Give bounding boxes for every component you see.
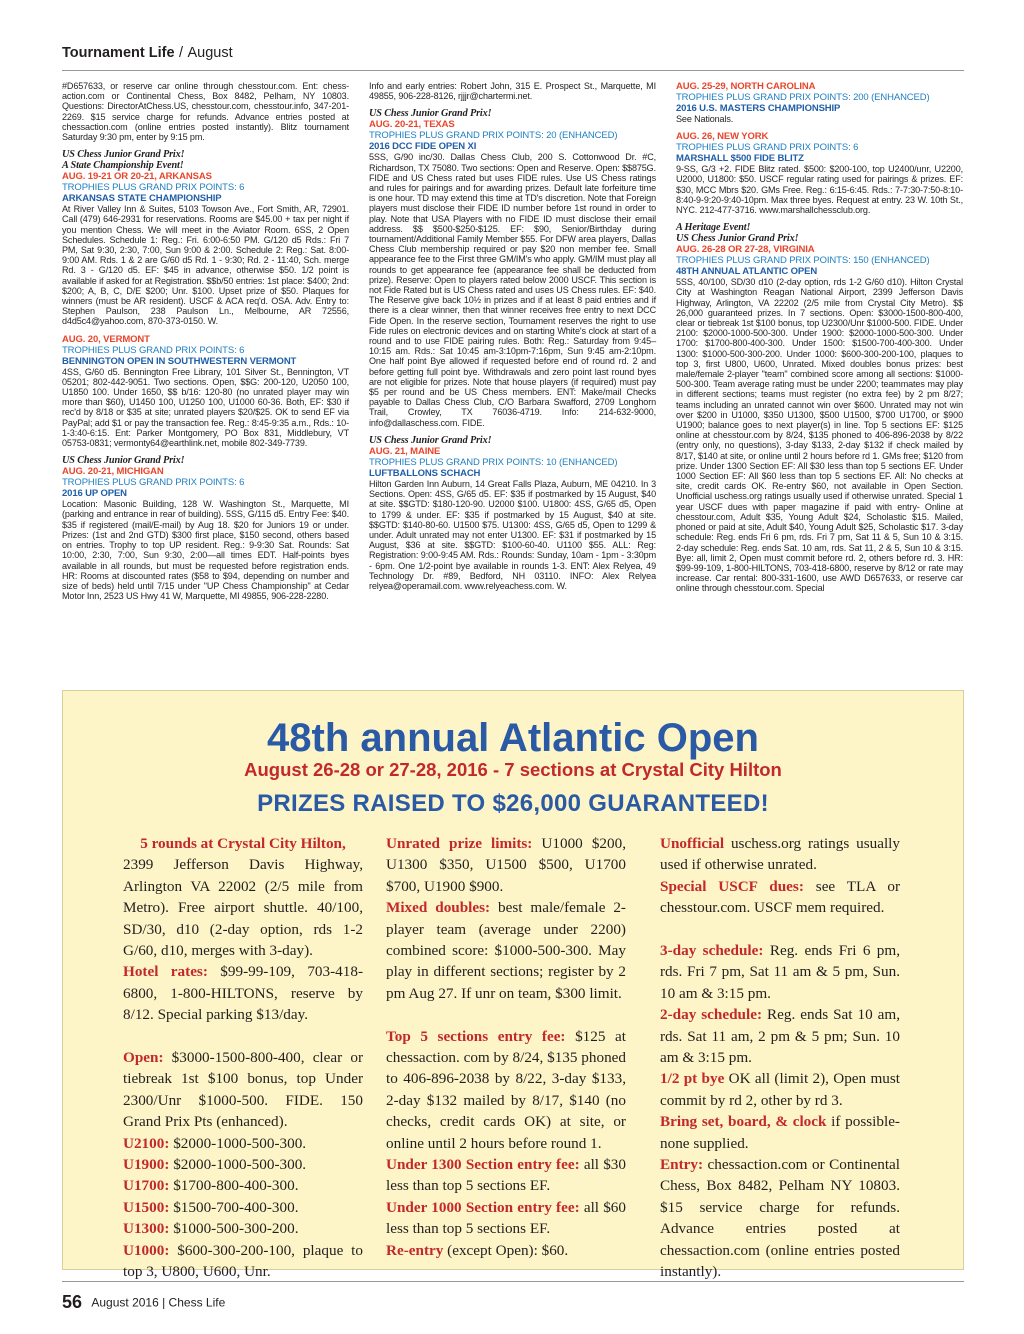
event-points: TROPHIES PLUS GRAND PRIX POINTS: 6 <box>62 344 245 356</box>
event-date: AUG. 26, NEW YORK <box>676 131 769 143</box>
event-date: AUG. 19-21 OR 20-21, ARKANSAS <box>62 171 212 183</box>
ad-column-2 <box>386 833 626 1261</box>
ad-label: U2100: <box>123 1134 170 1152</box>
ad-text: all $60 less than top 5 sections EF. <box>386 1198 626 1238</box>
ad-label: Under 1000 Section entry fee: <box>386 1198 580 1216</box>
header-divider <box>62 70 964 71</box>
ad-text: best male/female 2-player team (average under 2200) combined score: $1000-500-300. May play in different sections; register by 2 pm Aug 27. If unr on team, $300 limit. <box>386 899 626 1002</box>
event-points: TROPHIES PLUS GRAND PRIX POINTS: 150 (ENHANCED) <box>676 255 930 267</box>
ad-text: $600-300-200-100, plaque to top 3, U800, U600, Unr. <box>123 1241 363 1281</box>
ad-u1700-prizes <box>123 1175 363 1196</box>
event-date: AUG. 26-28 OR 27-28, VIRGINIA <box>676 244 815 256</box>
event-name: ARKANSAS STATE CHAMPIONSHIP <box>62 193 222 205</box>
event-points: TROPHIES PLUS GRAND PRIX POINTS: 10 (ENHANCED) <box>369 456 618 468</box>
ad-mixed-doubles <box>386 897 626 1004</box>
event-tag: US Chess Junior Grand Prix! <box>369 434 492 446</box>
ad-label: U1000: <box>123 1241 170 1259</box>
atlantic-open-ad <box>62 690 964 1281</box>
ad-2day-schedule <box>660 1004 900 1068</box>
ad-text: all $30 less than top 5 sections EF. <box>386 1156 626 1195</box>
ad-text: $1700-800-400-300. <box>169 1177 299 1195</box>
ad-unrated-limits <box>386 833 626 897</box>
event-points: TROPHIES PLUS GRAND PRIX POINTS: 6 <box>62 477 245 489</box>
ad-reentry <box>386 1240 626 1261</box>
event-points: TROPHIES PLUS GRAND PRIX POINTS: 6 <box>676 142 859 154</box>
ad-venue-text: 2399 Jefferson Davis Highway, Arlington VA 22002 (2/5 mile from Metro). Free airport shuttle. 40/100, SD/30, d10 (2-day option, rds 1-2 G/60, d10, merges with 3-day). <box>123 856 363 960</box>
ad-entry-info <box>660 1154 900 1282</box>
section-title: Tournament Life <box>62 45 175 61</box>
ad-u1900-prizes <box>123 1154 363 1175</box>
event-details: 9-SS, G/3 +2. FIDE Blitz rated. $500: $200-100, top U2400/unr, U2200, U2000, U1800: $50. USCF regular rating used for pairings & prizes. EF: $30, MCC Mbrs $20. GMs Free. Reg.: 6:15-6:45. Rds.: 7-7:30-7:50-8:10-8:40-9-9:20-9:40-10pm. Max three byes. Request at entry. 23 W. 10th St., NYC. 212-477-3716. www.marshallchessclub.org. <box>676 164 963 216</box>
ad-title: 48th annual Atlantic Open <box>267 716 759 760</box>
event-points: TROPHIES PLUS GRAND PRIX POINTS: 6 <box>62 182 245 194</box>
page-footer <box>62 1292 225 1316</box>
column-1 <box>62 81 349 601</box>
ad-unofficial-ratings <box>660 833 900 876</box>
event-name: BENNINGTON OPEN IN SOUTHWESTERN VERMONT <box>62 355 297 367</box>
ad-3day-schedule <box>660 940 900 1004</box>
ad-text: if possible- none supplied. <box>660 1113 900 1152</box>
ad-text: $3000-1500-800-400, clear or tiebreak 1st $100 bonus, top Under 2300/Unr $1000-500. FIDE. 150 Grand Prix Pts (enhanced). <box>123 1049 363 1131</box>
ad-label: Mixed doubles: <box>386 899 491 917</box>
event-details: 4SS, G/60 d5. Bennington Free Library, 101 Silver St., Bennington, VT 05201; 802-442-9051. Two sections. Open, $$G: 200-120, U2050 100, U1850 100. Under 1650, $$ b/16: 120-80 (no unrated player may win more than $60), U1450 100, U1250 100, U1000 60-36. Both, EF: $30 if rec'd by 8/18 or $35 at site; unrated players $20/$25. OK to send EF via PayPal; add $1 or pay the transaction fee. Reg.: 8:45-9:35 a.m., Rds.: 10-1-3:40-6:15. Ent: Parker Montgomery, PO Box 831, Middlebury, VT 05753-0831; vermonty64@earthlink.net, mobile 802-349-7739. <box>62 366 349 449</box>
event-tag: A State Championship Event! <box>62 160 184 172</box>
ad-text: $2000-1000-500-300. <box>169 1156 307 1174</box>
event-tag: US Chess Junior Grand Prix! <box>676 233 799 245</box>
event-name: 2016 DCC FIDE OPEN XI <box>369 141 477 153</box>
ad-venue-heading: 5 rounds at Crystal City Hilton, <box>140 835 346 852</box>
listing-continuation: Info and early entries: Robert John, 315 E. Prospect St., Marquette, MI 49855, 906-228-8126, rjjjr@chartermi.net. <box>369 81 656 102</box>
event-tag: US Chess Junior Grand Prix! <box>62 149 185 161</box>
event-name: MARSHALL $500 FIDE BLITZ <box>676 153 804 165</box>
column-2 <box>369 81 656 591</box>
page-number: 56 <box>62 1292 83 1312</box>
ad-u1300-fee <box>386 1154 626 1197</box>
ad-u1000-prizes <box>123 1240 363 1283</box>
ad-label: U1700: <box>123 1177 170 1195</box>
ad-label: Top 5 sections entry fee: <box>386 1027 566 1045</box>
ad-u1300-prizes <box>123 1218 363 1239</box>
ad-label: 1/2 pt bye <box>660 1070 725 1088</box>
event-points: TROPHIES PLUS GRAND PRIX POINTS: 200 (ENHANCED) <box>676 92 930 103</box>
event-details: At River Valley Inn & Suites, 5103 Towson Ave., Fort Smith, AR, 72901. Call (479) 646-2931 for reservations. Rooms are $45.00 + tax per night if you mention Chess. We will meet in the Aviator Room. 6SS, 2 Open Schedules. Schedule 1: Reg.: Fri. 6:00-6:50 PM. G/120 d5 Rds.: Fri 7 PM, Sat 9:30, 2:30, 7:00, Sun 9:00 & 2:00. Schedule 2: Reg.: Sat. 8:00-9:00 AM. Rds. 1 & 2 are G/60 d5 Rd. 1 - 9:30; Rd. 2 - 11:40, Sch. merge Rd. 3 - G/120 d5. EF: $45 in advance, otherwise $50. 1/2 point is available if asked for at Registration. $$b/50 entries: 1st place: $400; 2nd: $200; A, B, C, D/E $200; Unr. $100. Upset prize of $50. Plaques for winners (must be AR resident). USCF & ACA req'd. OSA. Adv. Entry to: Stephen Paulson, 238 Paulson Ln., Melbourne, AR 72556, d4d5c4@yahoo.com, 870-373-0150. W. <box>62 204 349 327</box>
ad-text: chessaction.com or Continental Chess, Box 8482, Pelham NY 10803. $15 service charge for refunds. Advance entries posted at chessaction.com (online entries posted instantly). <box>660 1156 900 1281</box>
ad-label: U1500: <box>123 1198 170 1216</box>
column-3 <box>676 81 963 594</box>
event-name: 2016 U.S. MASTERS CHAMPIONSHIP <box>676 103 841 114</box>
ad-label: U1300: <box>123 1220 170 1238</box>
ad-label: 2-day schedule: <box>660 1006 763 1024</box>
ad-text: (except Open): $60. <box>443 1241 569 1259</box>
event-details: Hilton Garden Inn Auburn, 14 Great Falls Plaza, Auburn, ME 04210. In 3 Sections. Open: 4SS, G/65 d5. EF: $35 if postmarked by 15 August, $40 at site. $$GTD: $180-120-90. U2000 $100. U1800: 4SS, G/65 d5, Open to 1799 & under. EF: $35 if postmarked by 15 August, $40 at site. $$GTD: $140-80-60. U1500 $75. U1300: 4SS, G/65 d5, Open to 1299 & under. Adult unrated may not enter U1300. EF: $31 if postmarked by 15 August, $36 at site. $$GTD: $100-60-40. U1100 $55. ALL: Reg: Registration: 9:00-9:45 AM. Rds.: Rounds: Sunday, 10am - 1pm - 3:30pm - 6pm. One 1/2-point bye available in rounds 1-3. ENT: Alex Relyea, 49 Technology Dr. #89, Bedford, NH 03110. INFO: Alex Relyea relyea@operamail.com. www.relyeachess.com. W. <box>369 478 656 591</box>
ad-uscf-dues <box>660 876 900 919</box>
ad-label: Unrated prize limits: <box>386 835 533 852</box>
ad-subtitle: August 26-28 or 27-28, 2016 - 7 sections at Crystal City Hilton <box>244 759 782 780</box>
ad-label: U1900: <box>123 1156 170 1174</box>
ad-text: $1500-700-400-300. <box>169 1198 299 1216</box>
event-details: 5SS, G/90 inc/30. Dallas Chess Club, 200 S. Cottonwood Dr. #C, Richardson, TX 75080. Two sections: Open and Reserve. Open: $$875G. FIDE and US Chess rated but uses FIDE rules. Use US Chess ratings and rules for pairings and for awarding prizes. Default late forfeiture time is one hour. TD may extend this time at TD's discretion. Note that Foreign players must disclose their FIDE ID number before 1st round in order to play. Note that USA Players with no FIDE ID must disclose their email address. $$ $500-$250-$125. EF: $90, Senior/Birthday during tournament/Additional Family Member $55. For DFW area players, Dallas Chess Club membership required or pay $20 non member fee. Small appearance fee to the First three GM/IM's who apply. GM/IM must play all rounds to get appearance fee (appearance fee shall be deducted from prize). Reserve: Open to players rated below 2000 USCF. This section is not Fide Rated but is US Chess rated and uses US Chess rules. EF: $40. The Reserve give back 10½ in prizes and if at least 8 paid entries and if there is a clear winner, then that winner receives free entry to next DCC Fide Open. In the reserve section, Tournament reserves the right to use Fide rules on electronic devices and on starting White's clock at start of a round and to use FIDE pairing rules. Both: Reg.: Saturday from 9:45–10:15 am. Rds.: Sat 10:45 am-3:10pm-7:16pm, Sun 9:45 am-2:10pm. One half point Bye allowed if requested before end of round rd. 2 and before getting full point bye. Withdrawals and zero point last round byes are not eligible for prizes. Note that house players (if required) must pay $5 per round and be US Chess members. ENT: Make/mail Checks payable to Dallas Chess Club, C/O Barbara Swafford, 2709 Longhorn Trail, Crowley, TX 76036-4719. Info: 214-632-9000, info@dallaschess.com. FIDE. <box>369 152 656 428</box>
ad-label: Re-entry <box>386 1241 444 1259</box>
ad-u2100-prizes <box>123 1133 363 1154</box>
ad-text: OK all (limit 2), Open must commit by rd 2, other by rd 3. <box>660 1070 901 1109</box>
ad-entry-fee <box>386 1026 626 1154</box>
event-date: AUG. 21, MAINE <box>369 445 441 457</box>
event-tag: US Chess Junior Grand Prix! <box>369 108 492 120</box>
ad-text: uschess.org ratings usually used if otherwise unrated. <box>660 835 900 874</box>
event-name: 2016 UP OPEN <box>62 488 127 500</box>
ad-text: Reg. ends Fri 6 pm, rds. Fri 7 pm, Sat 11 am & 5 pm, Sun. 10 am & 3:15 pm. <box>660 942 900 1002</box>
header-month: August <box>187 45 233 61</box>
footer-info: August 2016 | Chess Life <box>91 1295 226 1310</box>
event-tag: A Heritage Event! <box>676 222 751 234</box>
event-details: See Nationals. <box>676 114 734 124</box>
ad-label: Entry: <box>660 1156 704 1174</box>
ad-column-3 <box>660 833 900 1283</box>
ad-open-prizes <box>123 1047 363 1133</box>
ad-label: Unofficial <box>660 835 725 852</box>
ad-bye-rule <box>660 1068 900 1111</box>
ad-text: $99-99-109, 703-418-6800, 1-800-HILTONS, reserve by 8/12. Special parking $13/day. <box>123 963 363 1024</box>
event-name: LUFTBALLONS SCHACH <box>369 467 481 479</box>
ad-label: Hotel rates: <box>123 963 208 981</box>
event-name: 48TH ANNUAL ATLANTIC OPEN <box>676 266 818 278</box>
header-separator: / <box>178 45 183 61</box>
ad-text: $125 at chessaction. com by 8/24, $135 phoned to 406-896-2038 by 8/22, 3-day $133, 2-day $132 mailed by 8/17, $140 (no checks, credit cards OK) at site, or online until 2 hours before round 1. <box>386 1027 627 1152</box>
ad-label: Bring set, board, & clock <box>660 1113 827 1131</box>
ad-text: U1000 $200, U1300 $350, U1500 $500, U1700 $700, U1900 $900. <box>386 835 627 895</box>
event-date: AUG. 20, VERMONT <box>62 333 150 345</box>
ad-text: $1000-500-300-200. <box>169 1220 299 1238</box>
event-details: Location: Masonic Building, 128 W. Washington St., Marquette, MI (parking and entrance in rear of building). 5SS, G/115 d5. Entry Fee: $40. $35 if registered (mail/E-mail) by Aug 18. $20 for Juniors 19 or under. Prizes: (1st and 2nd GTD) $300 first place, $150 second, others based on entries. Trophy to top UP resident. Reg.: 9-9:30 Sat. Rounds: Sat 10:00, 2:30, 7:00, Sun 9:30, 2:00—all times EDT. Half-points byes available in all rounds, but must be requested before registration ends. HR: Rooms at discounted rates ($58 to $94, depending on number and size of beds) held until 7/15 under "UP Chess Championship" at Cedar Motor Inn, 2523 US Hwy 41 W, Marquette, MI 49855, 906-228-2280. <box>62 499 349 602</box>
listing-columns <box>62 81 966 681</box>
ad-bring-equipment <box>660 1111 900 1154</box>
ad-label: Under 1300 Section entry fee: <box>386 1156 580 1174</box>
event-points: TROPHIES PLUS GRAND PRIX POINTS: 20 (ENHANCED) <box>369 130 618 142</box>
event-date: AUG. 25-29, NORTH CAROLINA <box>676 81 816 92</box>
ad-text: Reg. ends Sat 10 am, rds. Sat 11 am, 2 pm & 5 pm; Sun. 10 am & 3:15 pm. <box>660 1006 900 1067</box>
ad-prize-headline: PRIZES RAISED TO $26,000 GUARANTEED! <box>257 790 769 817</box>
listing-continuation: #D657633, or reserve car online through chesstour.com. Ent: chess-action.com or Continental Chess, Box 8482, Pelham, NY 10803. Questions: DirectorAtChess.US, chesstour.com, chesstour.info, 347-201-2269. $15 service charge for refunds. Advance entries posted at chessaction.com (online entries posted instantly). Blitz tournament Saturday 9:30 pm, enter by 9:15 pm. <box>62 81 349 143</box>
page-header <box>62 44 962 64</box>
ad-text: $2000-1000-500-300. <box>169 1134 307 1152</box>
ad-label: Open: <box>123 1049 164 1067</box>
event-tag: US Chess Junior Grand Prix! <box>62 455 185 467</box>
ad-hotel <box>123 961 363 1025</box>
event-date: AUG. 20-21, TEXAS <box>369 119 455 131</box>
ad-u1000-fee <box>386 1197 626 1240</box>
ad-text: see TLA or chesstour.com. USCF mem required. <box>660 877 901 917</box>
event-details: 5SS, 40/100, SD/30 d10 (2-day option, rds 1-2 G/60 d10). Hilton Crystal City at Washington Reagan National Airport, 2399 Jefferson Davis Highway, Arlington, VA 22202 (2/5 mile from Crystal City Metro). $$ 26,000 guaranteed prizes. In 7 sections. Open: $3000-1500-800-400, clear or tiebreak 1st $100 bonus, top U2300/Unr $1000-500. FIDE. Under 2100: $2000-1000-500-300. Under 1900: $2000-1000-500-300. Under 1700: $1700-800-400-300. Under 1500: $1500-700-400-300. Under 1300: $1000-500-300-200. Under 1000: $600-300-200-100, plaques to top 3, first U800, U600, Unrated. Mixed doubles bonus prizes: best male/female 2-player "team" combined score among all sections: $1000-500-300. Team average rating must be under 2200; teammates may play in different sections; teams must register (no extra fee) by 2 pm 8/27; teams including an unrated cannot win over $600. Unrated may not win over $200 in U1000, $350 U1300, $500 U1500, $700 U1700, or $900 U1900; balance goes to next player(s) in line. Top 5 sections EF: $125 online at chesstour.com by 8/24, $135 phoned to 406-896-2038 by 8/22 (entry only, no questions), 3-day $133, 2-day $132 if check mailed by 8/17, $140 at site, or online until 2 hours before rd 1. GMs free; $120 from prize. Under 1300 Section EF: All $30 less than top 5 sections EF. Under 1000 Section EF: All $60 less than top 5 sections EF. All: No checks at site, credit cards OK. Re-entry $60, not available in Open Section. Unofficial uschess.org ratings usually used if otherwise unrated. Special 1 year USCF dues with paper magazine if paid with entry- Online at chesstour.com, Adult $35, Young Adult $24, Scholastic $15. Mailed, phoned or paid at site, Adult $40, Young Adult $25, Scholastic $17. 3-day schedule: Reg. ends Fri 6 pm, rds. Fri 7 pm, Sat 11 & 5, Sun 10 & 3:15. 2-day schedule: Reg. ends Sat. 10 am, rds. Sat 11, 2 & 5, Sun 10 & 3:15. Bye: all, limit 2, Open must commit before rd. 2, others before rd. 3. HR: $99-99-109, 1-800-HILTONS, 703-418-6800, reserve by 8/12 or rate may increase. Car rental: 800-331-1600, use AWD D657633, or reserve car online through chesstour.com. Special <box>676 277 963 594</box>
ad-u1500-prizes <box>123 1197 363 1218</box>
event-date: AUG. 20-21, MICHIGAN <box>62 466 164 478</box>
footer-divider <box>62 1281 964 1282</box>
ad-label: 3-day schedule: <box>660 942 764 960</box>
ad-column-1 <box>123 833 363 1283</box>
ad-label: Special USCF dues: <box>660 877 804 895</box>
